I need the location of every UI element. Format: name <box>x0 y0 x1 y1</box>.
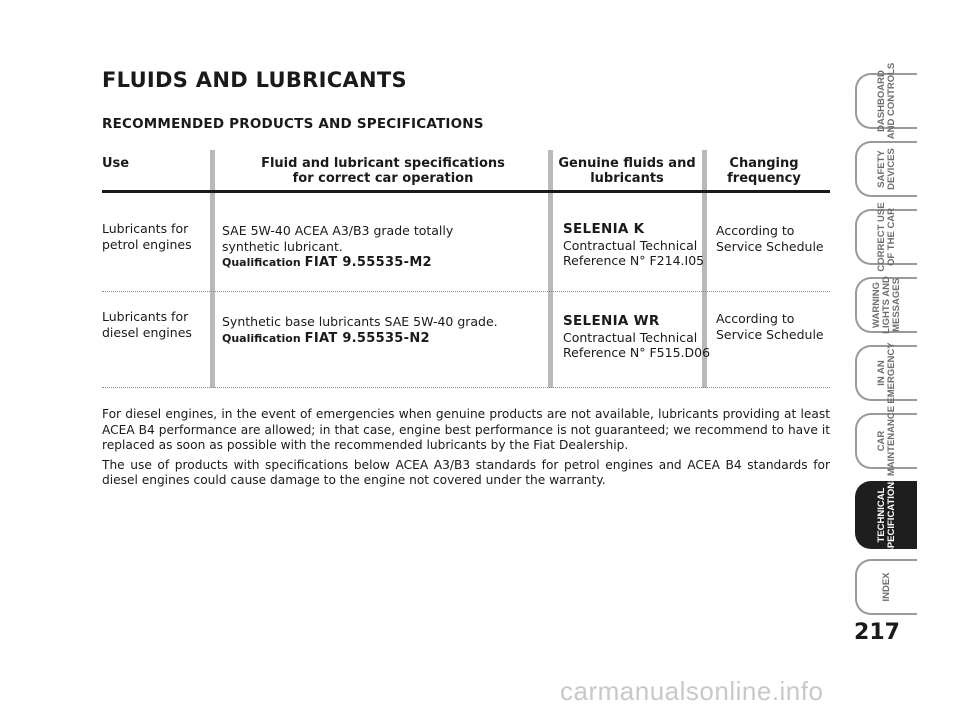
row-petrol-frequency: According to Service Schedule <box>716 223 824 254</box>
header-changing-frequency: Changing frequency <box>727 156 801 186</box>
row-petrol-use: Lubricants for petrol engines <box>102 221 192 252</box>
tab-correct-use-of-the-car[interactable]: CORRECT USE OF THE CAR <box>855 209 917 265</box>
note-warranty: The use of products with specifications below ACEA A3/B3 standards for petrol engines and ACEA B4 standards for diesel engines could cause damage to the engine not covered under the warranty. <box>102 457 830 487</box>
header-rule <box>102 190 830 193</box>
row-diesel-product: SELENIA WR Contractual Technical Reference N° F515.D06 <box>563 313 711 360</box>
tab-dashboard-and-controls[interactable]: DASHBOARD AND CONTROLS <box>855 73 917 129</box>
row-separator <box>102 291 830 292</box>
row-diesel-spec: Synthetic base lubricants SAE 5W-40 grade. Qualification FIAT 9.55535-N2 <box>222 314 498 346</box>
header-specifications: Fluid and lubricant specifications for correct car operation <box>261 156 505 186</box>
section-subtitle: RECOMMENDED PRODUCTS AND SPECIFICATIONS <box>102 116 484 132</box>
notes <box>102 407 830 493</box>
tab-warning-lights-and-messages[interactable]: WARNING LIGHTS AND MESSAGES <box>855 277 917 333</box>
page-title: FLUIDS AND LUBRICANTS <box>102 68 407 92</box>
column-divider <box>210 150 215 388</box>
header-genuine-fluids: Genuine fluids and lubricants <box>558 156 696 186</box>
row-petrol-product: SELENIA K Contractual Technical Reference N° F214.I05 <box>563 221 705 268</box>
row-separator <box>102 387 830 388</box>
tab-technical-specifications[interactable]: TECHNICAL SPECIFICATIONS <box>855 481 917 549</box>
tab-safety-devices[interactable]: SAFETY DEVICES <box>855 141 917 197</box>
page-number: 217 <box>854 620 900 645</box>
lubricants-table <box>102 150 830 388</box>
column-divider <box>548 150 553 388</box>
note-diesel-emergency: For diesel engines, in the event of emergencies when genuine products are not available, lubricants providing at least ACEA B4 performance are allowed; in that case, engine best performance is not guaranteed; we recommend to have it replaced as soon as possible with the recommended lubricants by the Fiat Dealership. <box>102 407 830 452</box>
tab-car-maintenance[interactable]: CAR MAINTENANCE <box>855 413 917 469</box>
header-use: Use <box>102 156 130 171</box>
tab-in-an-emergency[interactable]: IN AN EMERGENCY <box>855 345 917 401</box>
row-petrol-spec: SAE 5W-40 ACEA A3/B3 grade totally synthetic lubricant. Qualification FIAT 9.55535-M2 <box>222 223 454 270</box>
tab-index[interactable]: INDEX <box>855 559 917 615</box>
row-diesel-frequency: According to Service Schedule <box>716 311 824 342</box>
watermark: carmanualsonline.info <box>560 676 824 706</box>
row-diesel-use: Lubricants for diesel engines <box>102 309 192 340</box>
